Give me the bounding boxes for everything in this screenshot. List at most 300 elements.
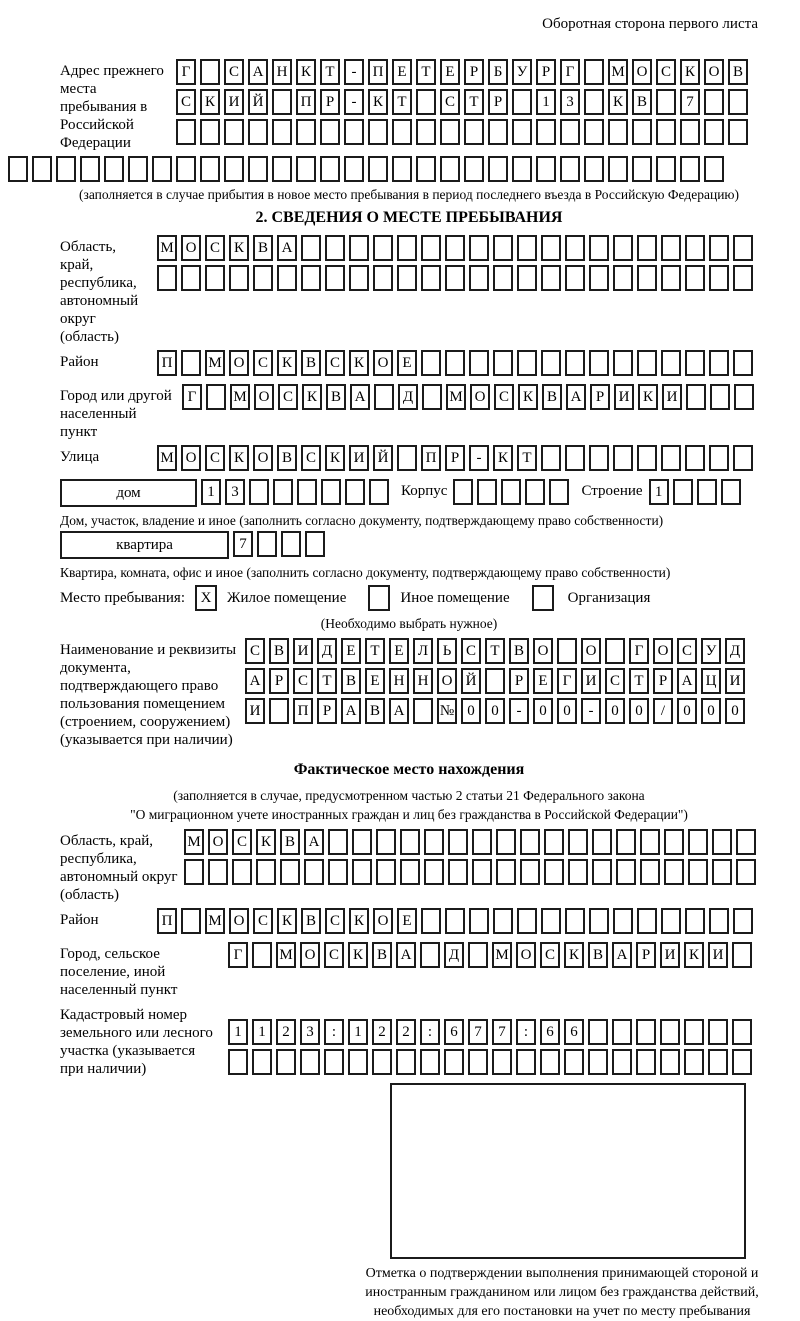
char-box: И	[349, 445, 369, 471]
char-box: К	[518, 384, 538, 410]
char-box	[300, 1049, 320, 1075]
char-box: /	[653, 698, 673, 724]
char-box	[632, 156, 652, 182]
char-box: У	[701, 638, 721, 664]
char-box: В	[277, 445, 297, 471]
char-box	[709, 445, 729, 471]
char-box	[468, 1049, 488, 1075]
char-box: О	[533, 638, 553, 664]
char-box	[565, 350, 585, 376]
char-box	[421, 235, 441, 261]
char-box	[157, 265, 177, 291]
char-box	[684, 1019, 704, 1045]
char-box	[328, 859, 348, 885]
char-box: Б	[488, 59, 508, 85]
char-box: 1	[348, 1019, 368, 1045]
char-box	[373, 235, 393, 261]
char-box: В	[632, 89, 652, 115]
char-box: Й	[373, 445, 393, 471]
char-box	[492, 1049, 512, 1075]
char-box: О	[208, 829, 228, 855]
stay-type-label: Место пребывания:	[60, 589, 185, 606]
char-box: Т	[317, 668, 337, 694]
char-box: 0	[677, 698, 697, 724]
char-box	[589, 235, 609, 261]
char-box: С	[224, 59, 244, 85]
apartment-row	[60, 531, 758, 561]
char-box	[734, 384, 754, 410]
cadastral-row-1	[228, 1019, 752, 1045]
char-box: К	[348, 942, 368, 968]
char-box: П	[157, 908, 177, 934]
char-box	[422, 384, 442, 410]
actual-location-note-2: "О миграционном учете иностранных граждан и лиц без гражданства в Российской Федерации")	[130, 807, 688, 822]
char-box: П	[293, 698, 313, 724]
char-box	[688, 859, 708, 885]
prev-address-label: Адрес прежнего места пребывания в Российской Федерации	[60, 63, 164, 151]
char-box: 0	[701, 698, 721, 724]
char-box: А	[245, 668, 265, 694]
char-box: О	[632, 59, 652, 85]
char-box: Р	[653, 668, 673, 694]
actual-district-row	[157, 908, 753, 934]
char-box	[541, 265, 561, 291]
char-box: С	[605, 668, 625, 694]
char-box	[540, 1049, 560, 1075]
char-box: В	[728, 59, 748, 85]
char-box: 1	[649, 479, 669, 505]
char-box: С	[325, 908, 345, 934]
char-box	[673, 479, 693, 505]
char-box: С	[232, 829, 252, 855]
char-box	[445, 265, 465, 291]
prev-address-row-1	[176, 59, 748, 85]
char-box: 3	[225, 479, 245, 505]
char-box	[525, 479, 545, 505]
char-box	[373, 265, 393, 291]
char-box	[565, 265, 585, 291]
char-box	[709, 908, 729, 934]
char-box: Р	[445, 445, 465, 471]
char-box: Т	[629, 668, 649, 694]
char-box	[616, 829, 636, 855]
char-box: В	[301, 350, 321, 376]
char-box	[732, 1049, 752, 1075]
char-box: А	[389, 698, 409, 724]
char-box: К	[229, 445, 249, 471]
char-box	[273, 479, 293, 505]
char-box	[728, 89, 748, 115]
char-box: 0	[725, 698, 745, 724]
char-box: 7	[468, 1019, 488, 1045]
char-box: И	[662, 384, 682, 410]
char-box	[344, 156, 364, 182]
char-box: О	[229, 350, 249, 376]
char-box	[536, 119, 556, 145]
char-box: Е	[365, 668, 385, 694]
char-box	[181, 908, 201, 934]
city-field	[60, 384, 758, 441]
char-box	[349, 265, 369, 291]
char-box	[413, 698, 433, 724]
char-box: :	[516, 1019, 536, 1045]
char-box: К	[684, 942, 704, 968]
street-row	[157, 445, 753, 471]
char-box: -	[344, 59, 364, 85]
char-box	[660, 1049, 680, 1075]
char-box: Т	[485, 638, 505, 664]
char-box: В	[372, 942, 392, 968]
document-row-3	[245, 698, 745, 724]
char-box	[152, 156, 172, 182]
char-box: О	[516, 942, 536, 968]
char-box: 0	[485, 698, 505, 724]
char-box: 7	[680, 89, 700, 115]
char-box	[440, 119, 460, 145]
char-box	[269, 698, 289, 724]
char-box	[206, 384, 226, 410]
char-box	[128, 156, 148, 182]
char-box: Г	[629, 638, 649, 664]
char-box: 3	[300, 1019, 320, 1045]
char-box	[589, 908, 609, 934]
confirmation-stamp-box	[390, 1083, 746, 1259]
char-box: 0	[629, 698, 649, 724]
char-box	[685, 350, 705, 376]
char-box	[301, 235, 321, 261]
char-box: М	[492, 942, 512, 968]
char-box	[588, 1019, 608, 1045]
char-box	[661, 350, 681, 376]
char-box	[605, 638, 625, 664]
district-row	[157, 350, 753, 376]
char-box: Е	[389, 638, 409, 664]
char-box: -	[509, 698, 529, 724]
actual-location-title: Фактическое место нахождения	[293, 761, 525, 778]
char-box: 7	[492, 1019, 512, 1045]
document-row-1	[245, 638, 745, 664]
char-box	[656, 156, 676, 182]
char-box: С	[205, 235, 225, 261]
prev-address-row-2	[176, 89, 748, 115]
char-box	[397, 265, 417, 291]
char-box	[421, 265, 441, 291]
char-box: А	[566, 384, 586, 410]
char-box: Й	[461, 668, 481, 694]
char-box	[728, 119, 748, 145]
region-row-1	[157, 235, 753, 261]
char-box: Д	[398, 384, 418, 410]
char-box	[517, 235, 537, 261]
char-box	[656, 89, 676, 115]
char-box	[664, 859, 684, 885]
char-box	[320, 156, 340, 182]
char-box	[613, 445, 633, 471]
char-box	[344, 119, 364, 145]
char-box	[660, 1019, 680, 1045]
char-box	[612, 1049, 632, 1075]
char-box	[325, 235, 345, 261]
char-box	[200, 119, 220, 145]
char-box: А	[248, 59, 268, 85]
char-box	[664, 829, 684, 855]
char-box	[613, 265, 633, 291]
cadastral-row-2	[228, 1049, 752, 1075]
stay-type-row	[60, 585, 758, 611]
char-box	[697, 479, 717, 505]
char-box: О	[437, 668, 457, 694]
char-box	[613, 350, 633, 376]
char-box	[272, 156, 292, 182]
char-box: О	[181, 235, 201, 261]
char-box	[709, 265, 729, 291]
char-box: 6	[444, 1019, 464, 1045]
char-box	[488, 119, 508, 145]
char-box: К	[564, 942, 584, 968]
char-box	[257, 531, 277, 557]
char-box	[721, 479, 741, 505]
char-box	[374, 384, 394, 410]
char-box	[632, 119, 652, 145]
char-box	[493, 235, 513, 261]
char-box: 1	[228, 1019, 248, 1045]
char-box	[568, 859, 588, 885]
section2-title: 2. СВЕДЕНИЯ О МЕСТЕ ПРЕБЫВАНИЯ	[255, 209, 563, 226]
char-box	[512, 119, 532, 145]
char-box: В	[301, 908, 321, 934]
char-box: 3	[560, 89, 580, 115]
char-box	[501, 479, 521, 505]
char-box: Т	[464, 89, 484, 115]
char-box	[445, 350, 465, 376]
char-box	[589, 265, 609, 291]
region-label: Область, край, республика, автономный округ (область)	[60, 239, 139, 345]
char-box	[584, 59, 604, 85]
document-label: Наименование и реквизиты документа, подтверждающего право пользования помещением (строением, сооружением) (указывается при наличии)	[60, 642, 237, 748]
char-box	[544, 829, 564, 855]
house-number-row	[201, 479, 389, 505]
stay-option-organization-label: Организация	[567, 589, 651, 606]
char-box: Р	[488, 89, 508, 115]
char-box: Г	[560, 59, 580, 85]
char-box: И	[660, 942, 680, 968]
char-box	[228, 1049, 248, 1075]
char-box: М	[184, 829, 204, 855]
char-box	[252, 942, 272, 968]
char-box: М	[276, 942, 296, 968]
stay-type-note: (Необходимо выбрать нужное)	[320, 616, 498, 631]
char-box	[710, 384, 730, 410]
char-box	[636, 1049, 656, 1075]
char-box: К	[608, 89, 628, 115]
char-box: 0	[605, 698, 625, 724]
char-box: С	[494, 384, 514, 410]
char-box	[320, 119, 340, 145]
char-box	[686, 384, 706, 410]
char-box	[636, 1019, 656, 1045]
char-box	[280, 859, 300, 885]
char-box	[712, 859, 732, 885]
region-row-2	[157, 265, 753, 291]
actual-location-note-1: (заполняется в случае, предусмотренном частью 2 статьи 21 Федерального закона	[173, 788, 645, 803]
char-box	[249, 479, 269, 505]
char-box: Р	[509, 668, 529, 694]
char-box: :	[324, 1019, 344, 1045]
char-box: О	[254, 384, 274, 410]
char-box: Д	[725, 638, 745, 664]
char-box	[224, 119, 244, 145]
char-box: К	[296, 59, 316, 85]
char-box	[661, 908, 681, 934]
char-box	[256, 859, 276, 885]
char-box	[640, 859, 660, 885]
char-box	[565, 445, 585, 471]
char-box	[680, 156, 700, 182]
char-box	[416, 156, 436, 182]
char-box	[520, 859, 540, 885]
char-box	[685, 445, 705, 471]
apartment-number-row	[233, 531, 325, 557]
char-box: С	[253, 908, 273, 934]
char-box: №	[437, 698, 457, 724]
char-box	[584, 89, 604, 115]
char-box	[448, 859, 468, 885]
char-box	[704, 156, 724, 182]
char-box	[685, 908, 705, 934]
char-box	[568, 829, 588, 855]
char-box	[733, 350, 753, 376]
char-box	[181, 350, 201, 376]
char-box	[640, 829, 660, 855]
char-box	[296, 119, 316, 145]
char-box: О	[373, 350, 393, 376]
char-box	[368, 156, 388, 182]
char-box	[328, 829, 348, 855]
char-box: С	[677, 638, 697, 664]
char-box	[397, 445, 417, 471]
char-box: О	[653, 638, 673, 664]
char-box: В	[280, 829, 300, 855]
korpus-label: Корпус	[401, 483, 448, 499]
char-box	[736, 829, 756, 855]
char-box	[709, 235, 729, 261]
char-box	[732, 942, 752, 968]
char-box	[496, 859, 516, 885]
char-box	[352, 859, 372, 885]
char-box	[229, 265, 249, 291]
stay-option-residential-label: Жилое помещение	[227, 589, 347, 606]
char-box	[352, 829, 372, 855]
document-row-2	[245, 668, 745, 694]
actual-city-label: Город, сельское поселение, иной населенный пункт	[60, 946, 178, 998]
char-box: П	[421, 445, 441, 471]
char-box: К	[325, 445, 345, 471]
char-box	[733, 445, 753, 471]
char-box: О	[300, 942, 320, 968]
char-box: Т	[517, 445, 537, 471]
char-box: М	[205, 908, 225, 934]
char-box	[733, 908, 753, 934]
char-box: О	[581, 638, 601, 664]
char-box	[608, 119, 628, 145]
char-box	[541, 350, 561, 376]
char-box: Й	[248, 89, 268, 115]
char-box: Г	[182, 384, 202, 410]
char-box	[272, 89, 292, 115]
char-box	[469, 350, 489, 376]
region-field	[60, 235, 758, 346]
char-box: К	[256, 829, 276, 855]
char-box: Е	[341, 638, 361, 664]
char-box	[397, 235, 417, 261]
char-box: Д	[444, 942, 464, 968]
char-box	[704, 119, 724, 145]
char-box: -	[581, 698, 601, 724]
char-box	[248, 119, 268, 145]
char-box	[685, 265, 705, 291]
char-box	[680, 119, 700, 145]
char-box	[637, 235, 657, 261]
char-box	[324, 1049, 344, 1075]
char-box	[517, 908, 537, 934]
char-box: Е	[397, 350, 417, 376]
char-box	[205, 265, 225, 291]
actual-district-field	[60, 908, 758, 938]
char-box	[589, 350, 609, 376]
char-box	[589, 445, 609, 471]
char-box: 1	[252, 1019, 272, 1045]
char-box: С	[656, 59, 676, 85]
char-box	[565, 235, 585, 261]
char-box	[345, 479, 365, 505]
char-box	[369, 479, 389, 505]
char-box	[444, 1049, 464, 1075]
char-box: И	[725, 668, 745, 694]
prev-address-note: (заполняется в случае прибытия в новое место пребывания в период последнего въезда в Российскую Федерацию)	[78, 187, 740, 202]
prev-address-overflow-row	[8, 156, 758, 182]
char-box: П	[296, 89, 316, 115]
char-box	[421, 908, 441, 934]
char-box	[301, 265, 321, 291]
char-box: П	[368, 59, 388, 85]
char-box	[208, 859, 228, 885]
char-box	[733, 265, 753, 291]
char-box	[541, 908, 561, 934]
char-box	[376, 829, 396, 855]
char-box	[232, 859, 252, 885]
char-box	[685, 235, 705, 261]
char-box: Р	[590, 384, 610, 410]
char-box: А	[350, 384, 370, 410]
char-box	[656, 119, 676, 145]
char-box	[453, 479, 473, 505]
stroenie-row	[649, 479, 741, 505]
char-box: С	[324, 942, 344, 968]
char-box	[712, 829, 732, 855]
char-box: В	[542, 384, 562, 410]
char-box: М	[157, 235, 177, 261]
prev-address-row-3	[176, 119, 748, 145]
char-box: К	[349, 908, 369, 934]
char-box: В	[326, 384, 346, 410]
char-box	[592, 829, 612, 855]
stroenie-label: Строение	[581, 483, 643, 499]
char-box	[392, 119, 412, 145]
char-box	[448, 829, 468, 855]
char-box	[396, 1049, 416, 1075]
char-box: Т	[392, 89, 412, 115]
char-box: И	[581, 668, 601, 694]
